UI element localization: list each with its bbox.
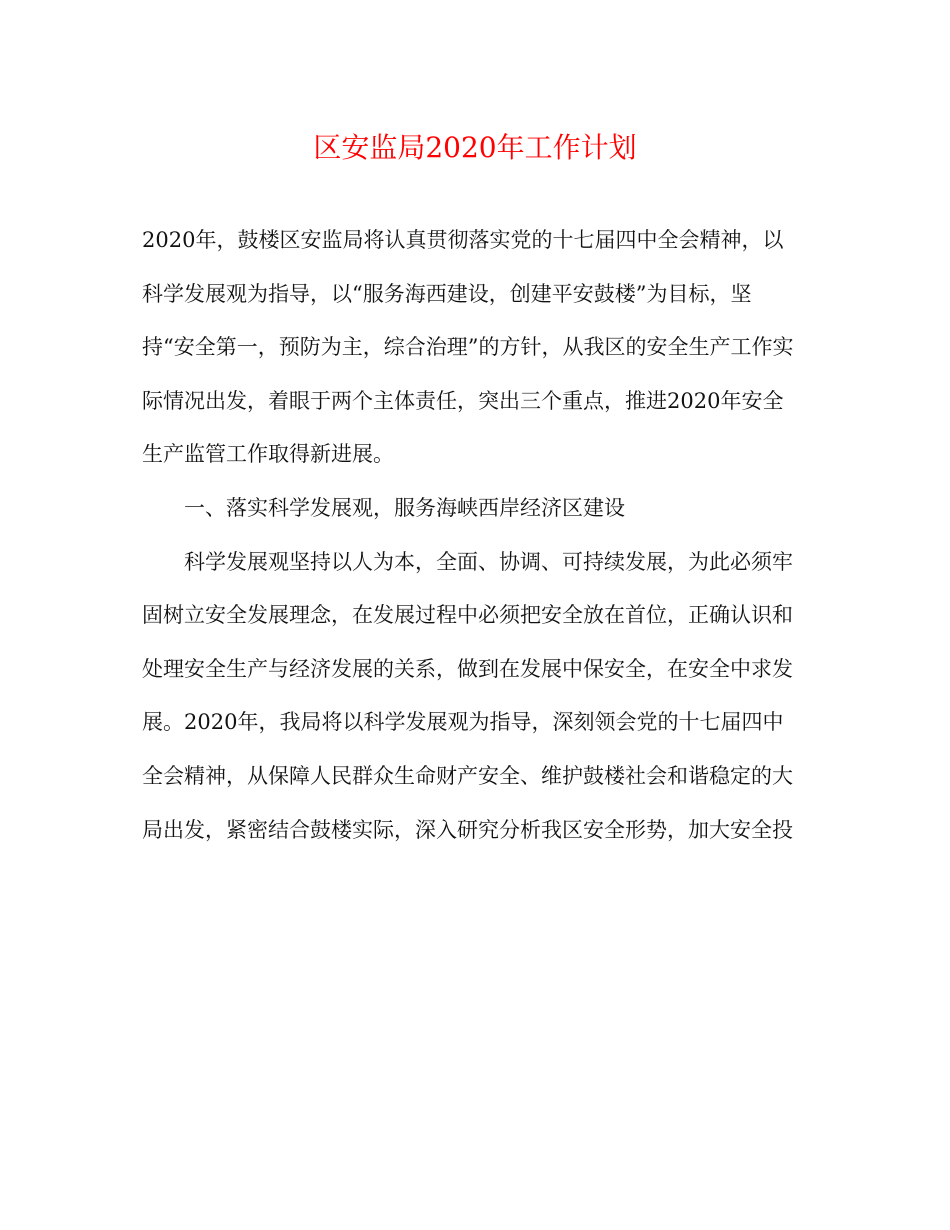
document-body [142,214,822,857]
body-line: 展。2020年，我局将以科学发展观为指导，深刻领会党的十七届四中 [142,710,784,735]
body-line: 固树立安全发展理念，在发展过程中必须把安全放在首位，正确认识和 [142,603,793,628]
body-line: 生产监管工作取得新进展。 [142,442,394,467]
document-title: 区安监局2020年工作计划 [313,131,637,164]
body-line: 全会精神，从保障人民群众生命财产安全、维护鼓楼社会和谐稳定的大 [142,763,793,788]
body-line: 科学发展观为指导，以“服务海西建设，创建平安鼓楼”为目标，坚 [142,281,752,306]
body-line: 科学发展观坚持以人为本，全面、协调、可持续发展，为此必须牢 [184,549,793,574]
body-line: 际情况出发，着眼于两个主体责任，突出三个重点，推进2020年安全 [142,388,784,413]
body-line: 2020年，鼓楼区安监局将认真贯彻落实党的十七届四中全会精神，以 [142,228,784,252]
body-line: 局出发，紧密结合鼓楼实际，深入研究分析我区安全形势，加大安全投 [142,817,793,842]
body-line: 处理安全生产与经济发展的关系，做到在发展中保安全，在安全中求发 [142,656,793,681]
section-heading: 一、落实科学发展观，服务海峡西岸经济区建设 [184,495,625,520]
body-line: 持“安全第一，预防为主，综合治理”的方针，从我区的安全生产工作实 [142,335,794,360]
